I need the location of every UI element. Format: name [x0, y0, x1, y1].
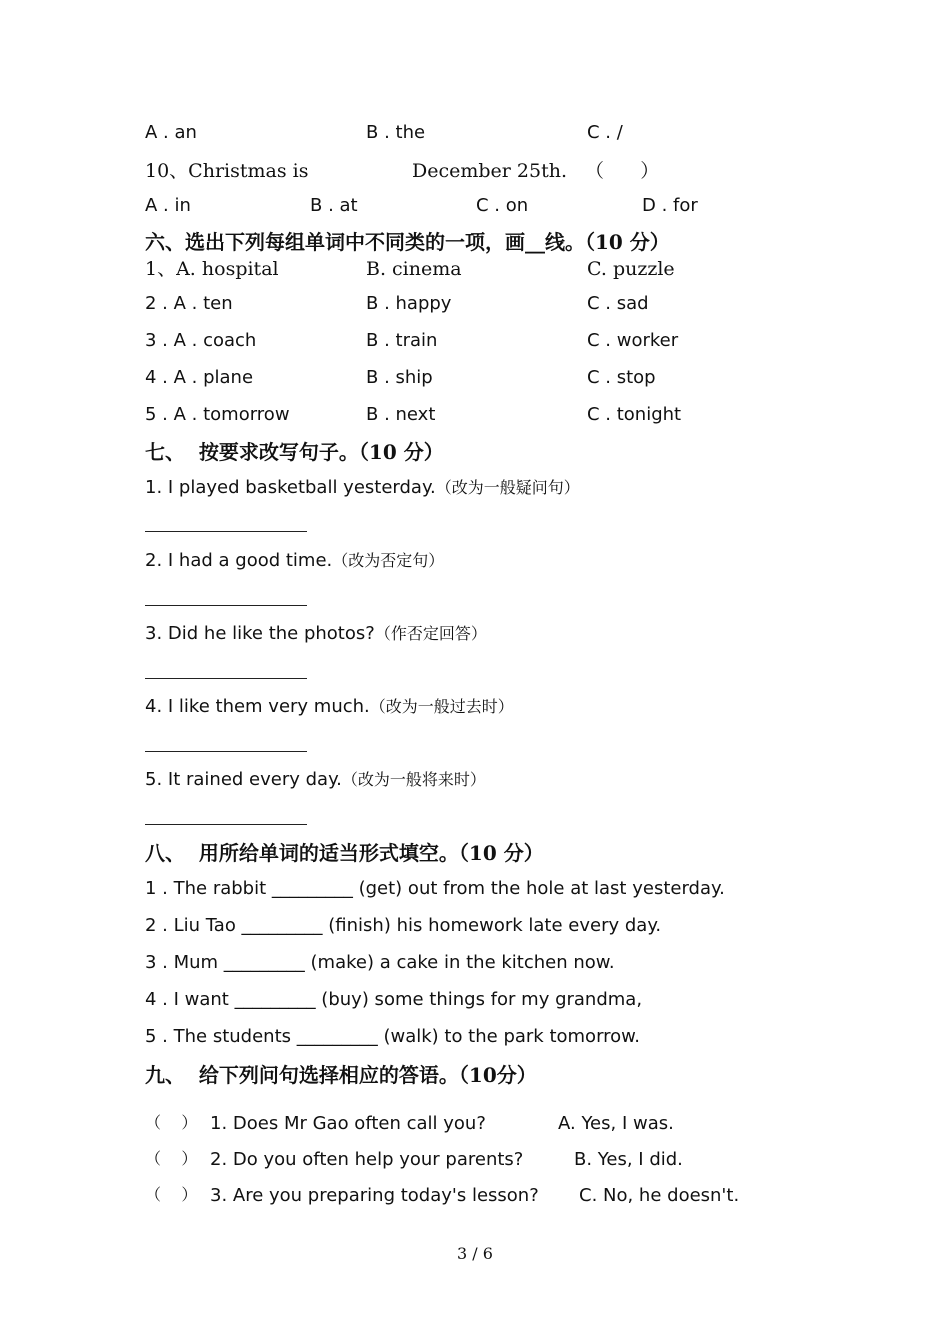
section9-heading: 九、 给下列问句选择相应的答语。（10分）	[145, 1063, 537, 1087]
section7-item3-answer-line[interactable]	[145, 678, 307, 679]
section6-row3-option-b: B . train	[366, 330, 438, 351]
section7-item4-answer-line[interactable]	[145, 751, 307, 752]
section8-heading: 八、 用所给单词的适当形式填空。（10 分）	[145, 841, 544, 865]
section7-item2-text: 2. I had a good time.	[145, 550, 333, 571]
section6-row2-option-b: B . happy	[366, 293, 452, 314]
section6-row1-option-a: 1、A. hospital	[145, 258, 279, 280]
q10-stem-end: December 25th.	[412, 160, 567, 182]
section7-item1-text: 1. I played basketball yesterday.	[145, 477, 436, 498]
section7-item2-answer-line[interactable]	[145, 605, 307, 606]
section6-row5-option-c: C . tonight	[587, 404, 682, 425]
q10-option-c: C . on	[476, 195, 529, 216]
page-number: 3 / 6	[457, 1244, 493, 1263]
section9-item3-bracket[interactable]: （ ）	[145, 1185, 198, 1204]
section8-item1: 1 . The rabbit _________ (get) out from the hole at last yesterday.	[145, 878, 725, 899]
q9-option-c: C . /	[587, 122, 623, 143]
section6-row4-option-b: B . ship	[366, 367, 433, 388]
section8-item5: 5 . The students _________ (walk) to the park tomorrow.	[145, 1026, 640, 1047]
section9-item3-answer: C. No, he doesn't.	[579, 1185, 740, 1206]
section7-item2	[145, 552, 444, 570]
section8-item3: 3 . Mum _________ (make) a cake in the kitchen now.	[145, 952, 615, 973]
section9-item3-question: 3. Are you preparing today's lesson?	[210, 1185, 539, 1206]
section7-item5-answer-line[interactable]	[145, 824, 307, 825]
section7-heading: 七、 按要求改写句子。（10 分）	[145, 440, 444, 464]
section7-item4-instruction: （改为一般过去时）	[369, 697, 514, 716]
q10-answer-bracket: （ ）	[585, 160, 660, 182]
section7-item1-instruction: （改为一般疑问句）	[435, 478, 580, 497]
section9-item1-bracket[interactable]: （ ）	[145, 1113, 198, 1132]
section7-item5	[145, 771, 486, 789]
section8-item4: 4 . I want _________ (buy) some things for my grandma,	[145, 989, 643, 1010]
section9-item2-question: 2. Do you often help your parents?	[210, 1149, 524, 1170]
section9-item1-answer: A. Yes, I was.	[558, 1113, 674, 1134]
section6-row2-option-c: C . sad	[587, 293, 649, 314]
section7-item4	[145, 698, 514, 716]
section6-row1-option-b: B. cinema	[366, 258, 462, 280]
section6-row4-option-a: 4 . A . plane	[145, 367, 254, 388]
q10-stem-start: 10、Christmas is	[145, 160, 309, 182]
section7-item1-answer-line[interactable]	[145, 531, 307, 532]
section6-row1-option-c: C. puzzle	[587, 258, 675, 280]
section6-row2-option-a: 2 . A . ten	[145, 293, 233, 314]
q10-option-d: D . for	[642, 195, 698, 216]
section6-row5-option-b: B . next	[366, 404, 436, 425]
section7-item5-instruction: （改为一般将来时）	[341, 770, 486, 789]
section7-item1	[145, 479, 580, 497]
section7-item5-text: 5. It rained every day.	[145, 769, 342, 790]
section9-item1-question: 1. Does Mr Gao often call you?	[210, 1113, 486, 1134]
q9-option-b: B . the	[366, 122, 426, 143]
section6-row3-option-a: 3 . A . coach	[145, 330, 257, 351]
q9-option-a: A . an	[145, 122, 197, 143]
q10-option-b: B . at	[310, 195, 358, 216]
section7-item3	[145, 625, 487, 643]
section7-item4-text: 4. I like them very much.	[145, 696, 370, 717]
section7-item3-instruction: （作否定回答）	[374, 624, 487, 643]
section6-row5-option-a: 5 . A . tomorrow	[145, 404, 290, 425]
section6-row4-option-c: C . stop	[587, 367, 656, 388]
section6-row3-option-c: C . worker	[587, 330, 679, 351]
section9-item2-bracket[interactable]: （ ）	[145, 1149, 198, 1168]
section9-item2-answer: B. Yes, I did.	[574, 1149, 683, 1170]
section7-item3-text: 3. Did he like the photos?	[145, 623, 375, 644]
section7-item2-instruction: （改为否定句）	[332, 551, 445, 570]
section8-item2: 2 . Liu Tao _________ (finish) his homework late every day.	[145, 915, 662, 936]
section6-heading: 六、选出下列每组单词中不同类的一项，画__线。（10 分）	[145, 230, 670, 254]
q10-option-a: A . in	[145, 195, 191, 216]
